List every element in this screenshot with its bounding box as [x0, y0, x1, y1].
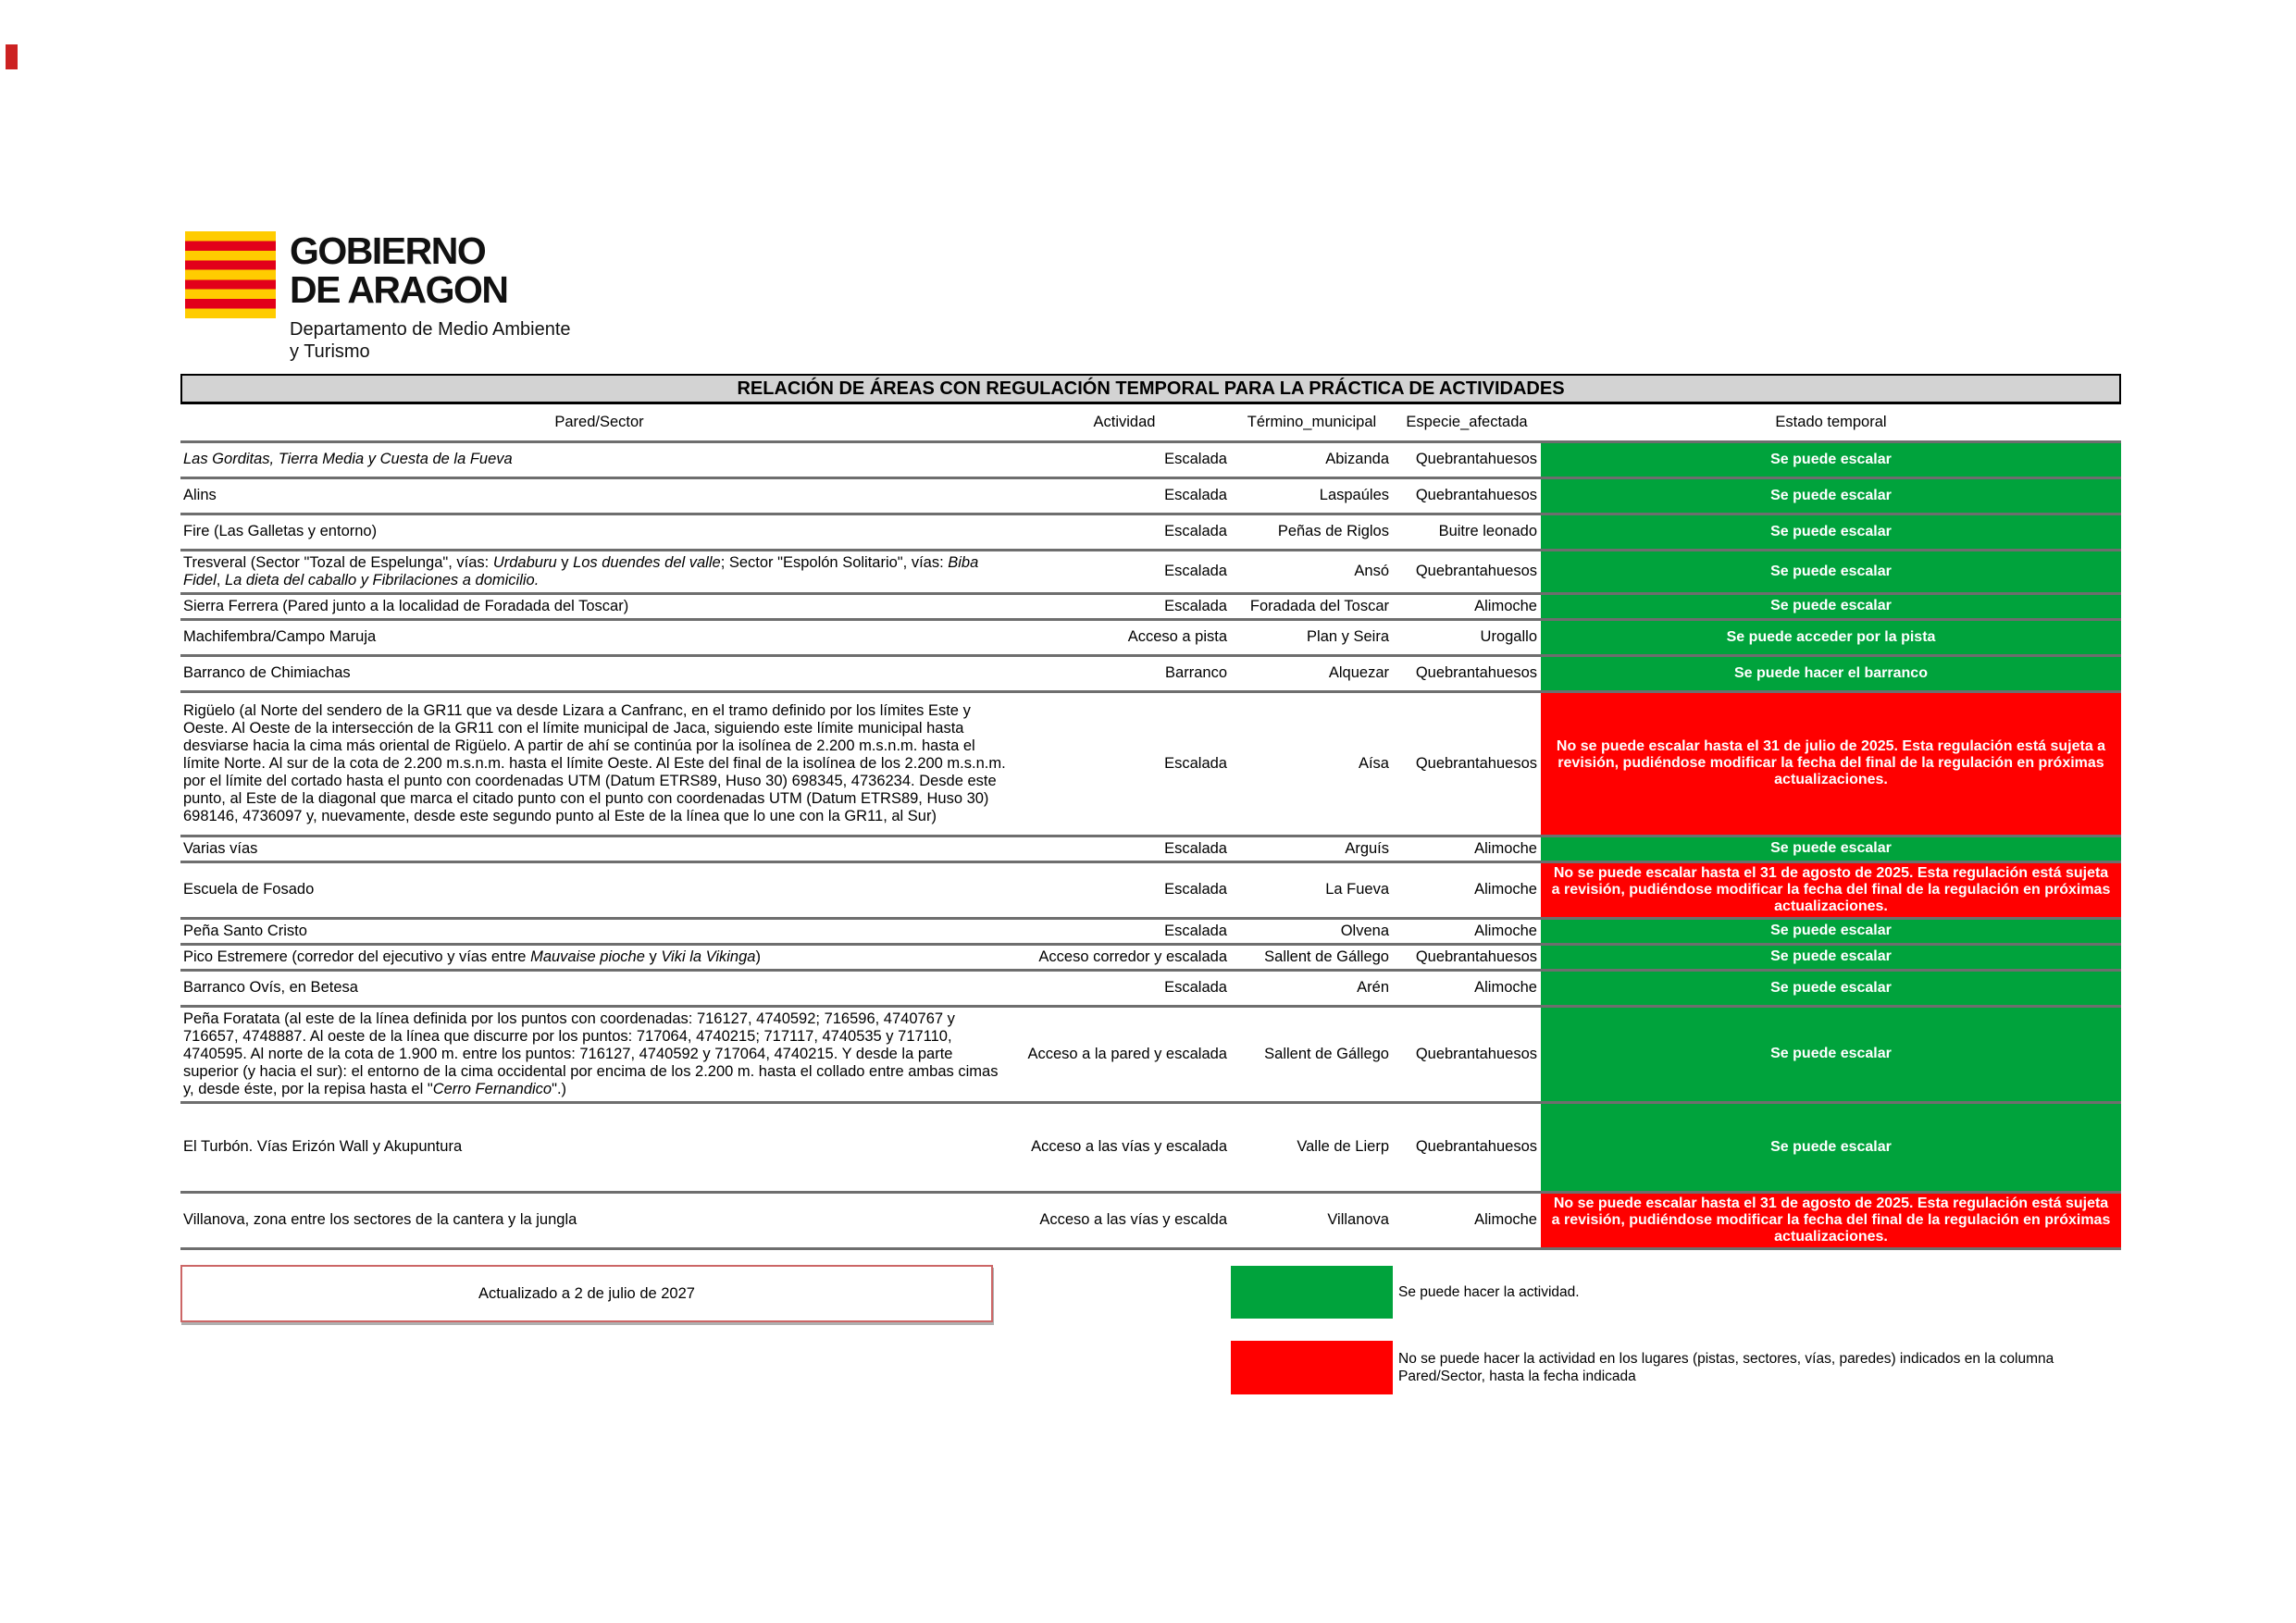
table-row: [180, 619, 2121, 655]
actividad-cell: Escalada: [1164, 487, 1227, 503]
pared-text: Sierra Ferrera (Pared junto a la localidad de Foradada del Toscar): [183, 597, 629, 614]
pared-text: Barranco Ovís, en Betesa: [183, 979, 358, 996]
pared-text: Fire (Las Galletas y entorno): [183, 523, 378, 539]
logo-name: [290, 231, 571, 309]
gobierno-aragon-logo: [185, 231, 571, 363]
actividad-cell: Escalada: [1164, 563, 1227, 579]
pared-text: Peña Foratata (al este de la línea definida por los puntos con coordenadas: 716127, 4740592; 716596, 4740767 y 716657, 4748887. Al oeste de la línea que discurre por los puntos: 717064, 4740215; 717117, 4740535 y 717110, 4740595. Al norte de la cota de 1.900 m. entre los puntos: 716127, 4740592 y 717064, 4740215. Y desde la parte superior (y hacia el sur): el entorno de la cima occidental por encima de los 2.200 m. hasta el collado entre ambas cimas y, desde éste, por la repisa hasta el ": [183, 1010, 999, 1097]
legend-item-allowed: [1231, 1266, 1580, 1319]
column-header-estado-temporal: Estado temporal: [1775, 413, 1887, 430]
termino-municipal-cell: Sallent de Gállego: [1264, 1045, 1389, 1062]
termino-municipal-cell: Foradada del Toscar: [1249, 597, 1389, 614]
especie-afectada-cell: Quebrantahuesos: [1415, 451, 1537, 467]
termino-municipal-cell: Valle de Lierp: [1297, 1138, 1389, 1155]
logo-name-line1: GOBIERNO: [290, 229, 486, 272]
pared-sector-cell: [180, 1192, 1018, 1248]
estado-temporal-cell: Se puede escalar: [1541, 441, 2121, 477]
especie-afectada-cell: Quebrantahuesos: [1415, 563, 1537, 579]
pared-text: ; Sector "Espolón Solitario", vías:: [720, 553, 949, 571]
table-row: [180, 970, 2121, 1006]
especie-afectada-cell: Alimoche: [1474, 597, 1537, 614]
actividad-cell: Escalada: [1164, 979, 1227, 996]
termino-municipal-cell: Alquezar: [1328, 664, 1389, 681]
especie-afectada-cell: Urogallo: [1480, 628, 1537, 645]
legend-forbidden-label: No se puede hacer la actividad en los lugares (pistas, sectores, vías, paredes) indicados en la columna Pared/Sector, hasta la fecha indicada: [1398, 1351, 2054, 1384]
actividad-cell: Escalada: [1164, 881, 1227, 898]
especie-afectada-cell: Alimoche: [1474, 881, 1537, 898]
especie-afectada-cell: Quebrantahuesos: [1415, 754, 1537, 772]
actividad-cell: Escalada: [1164, 754, 1227, 772]
aragon-flag-icon: [185, 231, 276, 318]
pared-sector-cell: [180, 691, 1018, 836]
page-edge-mark: [6, 44, 18, 69]
especie-afectada-cell: Quebrantahuesos: [1415, 1045, 1537, 1062]
column-header-pared-sector: Pared/Sector: [554, 413, 644, 430]
pared-sector-cell: [180, 655, 1018, 691]
especie-afectada-cell: Alimoche: [1474, 839, 1537, 857]
pared-sector-cell: [180, 619, 1018, 655]
especie-afectada-cell: Quebrantahuesos: [1415, 487, 1537, 503]
regulation-document: [180, 374, 2121, 1250]
termino-municipal-cell: Peñas de Riglos: [1277, 523, 1389, 539]
actividad-cell: Acceso a las vías y escalada: [1031, 1138, 1227, 1155]
especie-afectada-cell: Quebrantahuesos: [1415, 948, 1537, 965]
table-row: [180, 1192, 2121, 1248]
logo-department: [290, 318, 571, 363]
logo-department-line1: Departamento de Medio Ambiente: [290, 319, 571, 340]
table-row: [180, 514, 2121, 550]
termino-municipal-cell: Laspaúles: [1319, 487, 1389, 503]
column-header-actividad: Actividad: [1093, 413, 1156, 430]
termino-municipal-cell: Sallent de Gállego: [1264, 948, 1389, 965]
table-row: [180, 655, 2121, 691]
column-header-término-municipal: Término_municipal: [1247, 413, 1377, 430]
pared-text-italic: Mauvaise pioche: [530, 948, 645, 965]
actividad-cell: Acceso a la pared y escalada: [1027, 1045, 1227, 1062]
pared-text: Rigüelo (al Norte del sendero de la GR11 que va desde Lizara a Canfranc, en el tramo definido por los límites Este y Oeste. Al Oeste de la intersección de la GR11 con el límite municipal de Jaca, siguiendo este límite municipal hasta desviarse hacia la cima más oriental de Rigüelo. A partir de ahí se continúa por la isolínea de 2.200 m.s.n.m. hasta el límite Norte. Al sur de la cota de 2.200 m.s.n.m. hasta el límite Oeste. Al Este del final de la isolínea de los 2.200 m.s.n.m. por el límite del cortado hasta el punto con coordenadas UTM (Datum ETRS89, Huso 30) 698345, 4736234. Desde este punto, al Este de la diagonal que marca el citado punto con el punto con coordenadas UTM (Datum ETRS89, Huso 30) 698146, 4736097 y, nuevamente, desde este segundo punto al Este de la línea que lo une con la GR11, al Sur): [183, 701, 1006, 824]
table-header-row: [180, 404, 2121, 441]
logo-text-block: [290, 231, 571, 363]
pared-sector-cell: [180, 514, 1018, 550]
estado-temporal-cell: No se puede escalar hasta el 31 de agosto de 2025. Esta regulación está sujeta a revisión, pudiéndose modificar la fecha del final de la regulación en próximas actualizaciones.: [1541, 861, 2121, 918]
pared-text: Varias vías: [183, 839, 258, 857]
estado-temporal-cell: Se puede acceder por la pista: [1541, 619, 2121, 655]
pared-text-italic: Las Gorditas, Tierra Media y Cuesta de la Fueva: [183, 451, 513, 467]
document-title: RELACIÓN DE ÁREAS CON REGULACIÓN TEMPORAL PARA LA PRÁCTICA DE ACTIVIDADES: [180, 374, 2121, 404]
termino-municipal-cell: Ansó: [1354, 563, 1389, 579]
legend-item-forbidden: [1231, 1341, 2097, 1394]
termino-municipal-cell: Arén: [1357, 979, 1389, 996]
estado-temporal-cell: Se puede hacer el barranco: [1541, 655, 2121, 691]
pared-text: Alins: [183, 487, 217, 503]
pared-sector-cell: [180, 861, 1018, 918]
estado-temporal-cell: No se puede escalar hasta el 31 de julio de 2025. Esta regulación está sujeta a revisión, pudiéndose modificar la fecha del final de la regulación en próximas actualizaciones.: [1541, 691, 2121, 836]
termino-municipal-cell: La Fueva: [1325, 881, 1389, 898]
estado-temporal-cell: Se puede escalar: [1541, 477, 2121, 514]
table-row: [180, 477, 2121, 514]
legend-allowed-swatch: [1231, 1266, 1393, 1319]
especie-afectada-cell: Buitre leonado: [1438, 523, 1537, 539]
logo-department-line2: y Turismo: [290, 341, 370, 362]
estado-temporal-cell: Se puede escalar: [1541, 593, 2121, 619]
pared-text-italic: Viki la Vikinga: [661, 948, 756, 965]
especie-afectada-cell: Alimoche: [1474, 1211, 1537, 1228]
estado-temporal-cell: Se puede escalar: [1541, 836, 2121, 861]
pared-text-italic: Biba Fidel: [183, 553, 979, 588]
pared-text: Pico Estremere (corredor del ejecutivo y vías entre: [183, 948, 531, 965]
table-row: [180, 441, 2121, 477]
pared-text: ".): [552, 1080, 567, 1097]
table-row: [180, 944, 2121, 970]
actividad-cell: Escalada: [1164, 922, 1227, 939]
pared-text: Barranco de Chimiachas: [183, 664, 351, 681]
pared-text: y: [556, 553, 574, 571]
especie-afectada-cell: Quebrantahuesos: [1415, 1138, 1537, 1155]
updated-date-text: Actualizado a 2 de julio de 2027: [478, 1284, 695, 1302]
pared-text: y: [644, 948, 662, 965]
termino-municipal-cell: Aísa: [1358, 754, 1389, 772]
estado-temporal-cell: Se puede escalar: [1541, 944, 2121, 970]
legend-allowed-label: Se puede hacer la actividad.: [1398, 1284, 1580, 1300]
actividad-cell: Acceso a pista: [1127, 628, 1227, 645]
estado-temporal-cell: Se puede escalar: [1541, 970, 2121, 1006]
pared-text: Escuela de Fosado: [183, 881, 315, 898]
actividad-cell: Escalada: [1164, 523, 1227, 539]
actividad-cell: Escalada: [1164, 451, 1227, 467]
pared-text-italic: Urdaburu: [492, 553, 557, 571]
pared-text: ,: [216, 571, 225, 588]
pared-text: Tresveral (Sector "Tozal de Espelunga", vías:: [183, 553, 493, 571]
pared-sector-cell: [180, 1006, 1018, 1102]
pared-sector-cell: [180, 836, 1018, 861]
pared-text: Machifembra/Campo Maruja: [183, 628, 377, 645]
especie-afectada-cell: Quebrantahuesos: [1415, 664, 1537, 681]
estado-temporal-cell: Se puede escalar: [1541, 550, 2121, 593]
column-header-especie-afectada: Especie_afectada: [1406, 413, 1528, 430]
pared-sector-cell: [180, 944, 1018, 970]
pared-text: Villanova, zona entre los sectores de la cantera y la jungla: [183, 1211, 577, 1228]
pared-sector-cell: [180, 550, 1018, 593]
termino-municipal-cell: Olvena: [1340, 922, 1389, 939]
actividad-cell: Escalada: [1164, 597, 1227, 614]
updated-date-box: [180, 1265, 993, 1322]
table-row: [180, 861, 2121, 918]
pared-sector-cell: [180, 441, 1018, 477]
table-row: [180, 1102, 2121, 1192]
pared-text: El Turbón. Vías Erizón Wall y Akupuntura: [183, 1138, 463, 1155]
pared-sector-cell: [180, 1102, 1018, 1192]
table-row: [180, 918, 2121, 944]
actividad-cell: Acceso corredor y escalada: [1038, 948, 1227, 965]
termino-municipal-cell: Plan y Seira: [1307, 628, 1389, 645]
table-row: [180, 550, 2121, 593]
pared-text-italic: Cerro Fernandico: [432, 1080, 552, 1097]
regulation-table: [180, 404, 2121, 1250]
pared-text: Peña Santo Cristo: [183, 922, 307, 939]
termino-municipal-cell: Arguís: [1345, 839, 1389, 857]
termino-municipal-cell: Villanova: [1327, 1211, 1389, 1228]
estado-temporal-cell: Se puede escalar: [1541, 918, 2121, 944]
actividad-cell: Acceso a las vías y escalda: [1039, 1211, 1227, 1228]
pared-sector-cell: [180, 918, 1018, 944]
pared-text: ): [755, 948, 761, 965]
estado-temporal-cell: No se puede escalar hasta el 31 de agosto de 2025. Esta regulación está sujeta a revisión, pudiéndose modificar la fecha del final de la regulación en próximas actualizaciones.: [1541, 1192, 2121, 1248]
pared-sector-cell: [180, 593, 1018, 619]
table-row: [180, 691, 2121, 836]
especie-afectada-cell: Alimoche: [1474, 979, 1537, 996]
estado-temporal-cell: Se puede escalar: [1541, 1102, 2121, 1192]
pared-sector-cell: [180, 477, 1018, 514]
pared-text-italic: Los duendes del valle: [573, 553, 721, 571]
estado-temporal-cell: Se puede escalar: [1541, 1006, 2121, 1102]
table-row: [180, 836, 2121, 861]
especie-afectada-cell: Alimoche: [1474, 922, 1537, 939]
table-row: [180, 1006, 2121, 1102]
actividad-cell: Barranco: [1165, 664, 1227, 681]
termino-municipal-cell: Abizanda: [1325, 451, 1389, 467]
table-row: [180, 593, 2121, 619]
legend-forbidden-swatch: [1231, 1341, 1393, 1394]
pared-sector-cell: [180, 970, 1018, 1006]
actividad-cell: Escalada: [1164, 839, 1227, 857]
logo-name-line2: DE ARAGON: [290, 268, 508, 311]
estado-temporal-cell: Se puede escalar: [1541, 514, 2121, 550]
pared-text-italic: La dieta del caballo y Fibrilaciones a domicilio.: [224, 571, 540, 588]
